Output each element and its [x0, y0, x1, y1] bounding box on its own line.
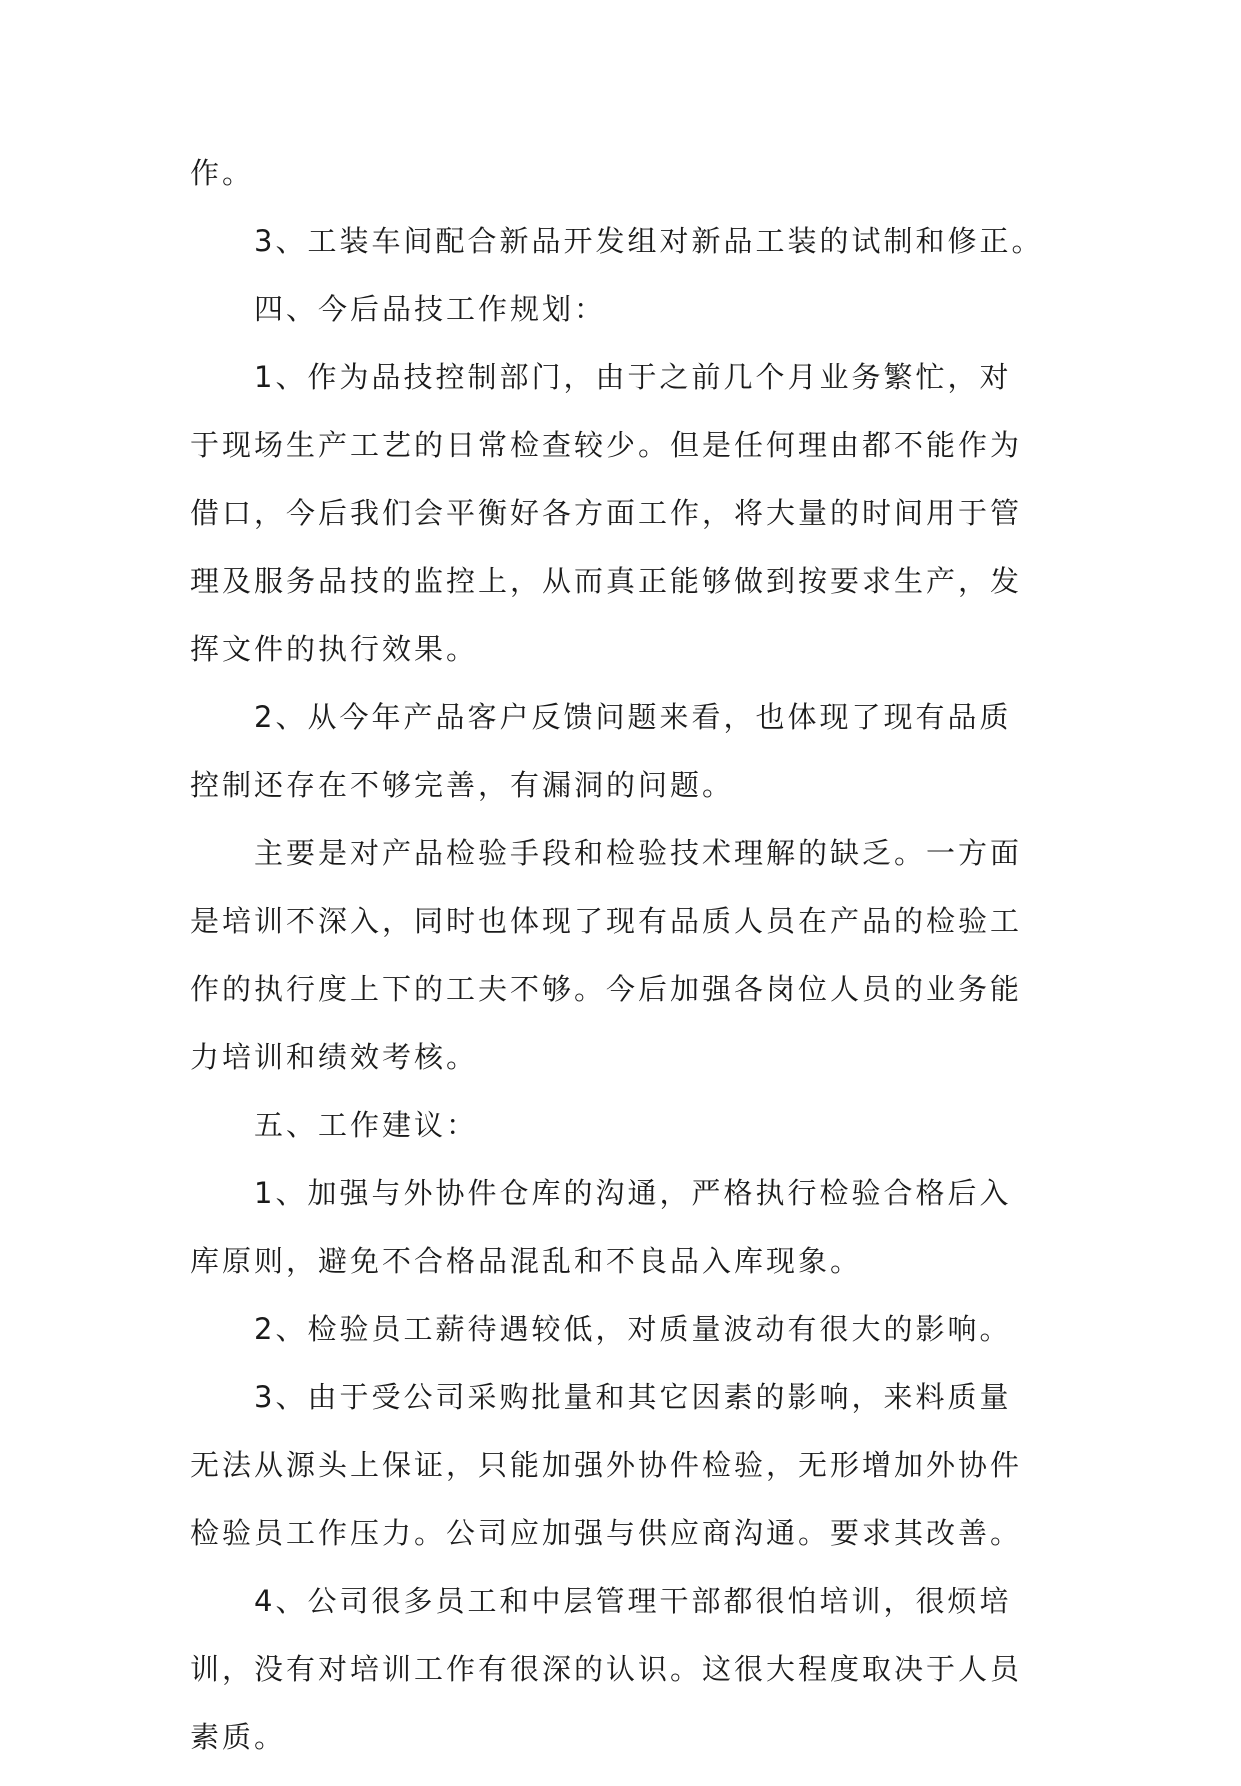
text-line: 无法从源头上保证，只能加强外协件检验，无形增加外协件 [190, 1448, 1023, 1482]
text-line: 于现场生产工艺的日常检查较少。但是任何理由都不能作为 [190, 428, 1023, 462]
text-line: 3、由于受公司采购批量和其它因素的影响，来料质量 [254, 1380, 1012, 1414]
text-line: 作的执行度上下的工夫不够。今后加强各岗位人员的业务能 [190, 972, 1023, 1006]
text-line: 2、检验员工薪待遇较低，对质量波动有很大的影响。 [254, 1312, 1012, 1346]
text-line: 控制还存在不够完善，有漏洞的问题。 [190, 768, 735, 802]
text-line: 1、作为品技控制部门，由于之前几个月业务繁忙，对 [254, 360, 1012, 394]
text-line: 理及服务品技的监控上，从而真正能够做到按要求生产，发 [190, 564, 1023, 598]
text-line: 素质。 [190, 1720, 287, 1754]
text-line: 是培训不深入，同时也体现了现有品质人员在产品的检验工 [190, 904, 1023, 938]
document-body [190, 154, 1070, 1786]
text-line: 作。 [190, 156, 255, 190]
section-heading: 四、今后品技工作规划： [254, 292, 607, 326]
text-line: 力培训和绩效考核。 [190, 1040, 479, 1074]
text-line: 1、加强与外协件仓库的沟通，严格执行检验合格后入 [254, 1176, 1012, 1210]
text-line: 训，没有对培训工作有很深的认识。这很大程度取决于人员 [190, 1652, 1023, 1686]
text-line: 挥文件的执行效果。 [190, 632, 479, 666]
section-heading: 五、工作建议： [254, 1108, 479, 1142]
text-line: 借口，今后我们会平衡好各方面工作，将大量的时间用于管 [190, 496, 1023, 530]
text-line: 检验员工作压力。公司应加强与供应商沟通。要求其改善。 [190, 1516, 1023, 1550]
text-line: 2、从今年产品客户反馈问题来看，也体现了现有品质 [254, 700, 1012, 734]
text-line: 库原则，避免不合格品混乱和不良品入库现象。 [190, 1244, 863, 1278]
text-line: 3、工装车间配合新品开发组对新品工装的试制和修正。 [254, 224, 1044, 258]
text-line: 主要是对产品检验手段和检验技术理解的缺乏。一方面 [254, 836, 1023, 870]
text-line: 4、公司很多员工和中层管理干部都很怕培训，很烦培 [254, 1584, 1012, 1618]
